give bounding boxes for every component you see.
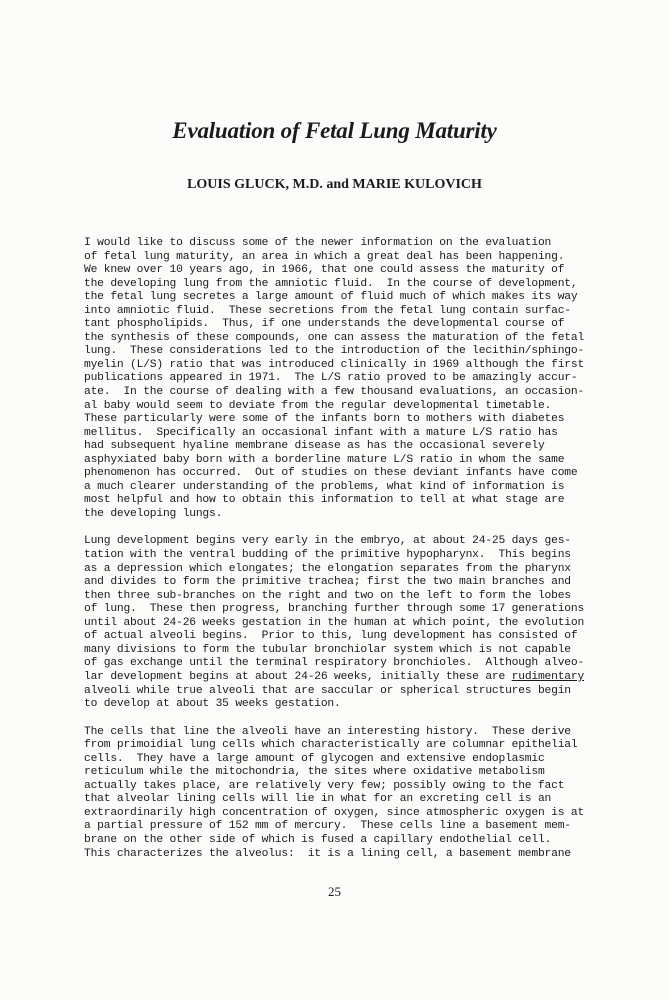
text-line: myelin (L/S) ratio that was introduced clinically in 1969 although the first: [84, 358, 585, 371]
text-line: tant phospholipids. Thus, if one understands the developmental course of: [84, 318, 565, 331]
text-line: that alveolar lining cells will lie in what for an excreting cell is an: [84, 793, 552, 806]
paragraph-2: [84, 535, 604, 711]
text-line: a partial pressure of 152 mm of mercury. These cells line a basement mem-: [84, 820, 571, 833]
text-line: phenomenon has occurred. Out of studies on these deviant infants have come: [84, 467, 578, 480]
text-line: reticulum while the mitochondria, the sites where oxidative metabolism: [84, 766, 545, 779]
text-line: tation with the ventral budding of the primitive hypopharynx. This begins: [84, 549, 571, 562]
text-line: many divisions to form the tubular bronchiolar system which is not capable: [84, 643, 571, 656]
text-line: had subsequent hyaline membrane disease as has the occasional severely: [84, 440, 545, 453]
text-line: most helpful and how to obtain this information to tell at what stage are: [84, 494, 565, 507]
text-line: brane on the other side of which is fused a capillary endothelial cell.: [84, 833, 552, 846]
article-body: [84, 237, 604, 875]
text-line: of gas exchange until the terminal respiratory bronchioles. Although alveo-: [84, 657, 585, 670]
text-line: into amniotic fluid. These secretions from the fetal lung contain surfac-: [84, 304, 571, 317]
text-line: of fetal lung maturity, an area in which a great deal has been happening.: [84, 250, 565, 263]
text-line: Lung development begins very early in the embryo, at about 24-25 days ges-: [84, 535, 571, 548]
paragraph-3: [84, 726, 604, 861]
text-line: These particularly were some of the infants born to mothers with diabetes: [84, 413, 565, 426]
text-line: the developing lungs.: [84, 507, 223, 520]
article-title: Evaluation of Fetal Lung Maturity: [172, 118, 497, 143]
text-line: alveoli while true alveoli that are saccular or spherical structures begin: [84, 684, 571, 697]
text-line: We knew over 10 years ago, in 1966, that one could assess the maturity of: [84, 264, 565, 277]
underlined-word: rudimentary: [511, 670, 585, 683]
page-number: 25: [328, 884, 341, 899]
text-line: the synthesis of these compounds, one can assess the maturation of the fetal: [84, 331, 585, 344]
text-line: cells. They have a large amount of glycogen and extensive endoplasmic: [84, 752, 545, 765]
text-line: lung. These considerations led to the introduction of the lecithin/sphingo-: [84, 345, 585, 358]
text-line: until about 24-26 weeks gestation in the human at which point, the evolution: [84, 616, 585, 629]
text-line: the fetal lung secretes a large amount of fluid much of which makes its way: [84, 291, 578, 304]
text-line: asphyxiated baby born with a borderline mature L/S ratio in whom the same: [84, 453, 565, 466]
text-line: to develop at about 35 weeks gestation.: [84, 698, 341, 711]
text-line: from primoidial lung cells which characteristically are columnar epithelial: [84, 739, 578, 752]
text-line: I would like to discuss some of the newer information on the evaluation: [84, 237, 552, 249]
text-line: the developing lung from the amniotic fluid. In the course of development,: [84, 277, 578, 290]
text-segment: lar development begins at about 24-26 weeks, initially these are: [84, 670, 512, 683]
text-line: mellitus. Specifically an occasional infant with a mature L/S ratio has: [84, 426, 558, 439]
text-line: publications appeared in 1971. The L/S ratio proved to be amazingly accur-: [84, 372, 578, 385]
text-line: and divides to form the primitive trachea; first the two main branches and: [84, 576, 571, 589]
paragraph-1: [84, 237, 604, 521]
text-line: actually takes place, are relatively very few; possibly owing to the fact: [84, 779, 565, 792]
text-line: a much clearer understanding of the problems, what kind of information is: [84, 480, 565, 493]
text-line: The cells that line the alveoli have an interesting history. These derive: [84, 725, 571, 738]
text-line: then three sub-branches on the right and two on the left to form the lobes: [84, 589, 571, 602]
text-line: al baby would seem to deviate from the regular developmental timetable.: [84, 399, 552, 412]
text-line: of actual alveoli begins. Prior to this, lung development has consisted of: [84, 630, 578, 643]
text-line-with-underline: [84, 671, 604, 685]
text-line: as a depression which elongates; the elongation separates from the pharynx: [84, 562, 571, 575]
text-line: ate. In the course of dealing with a few thousand evaluations, an occasion-: [84, 386, 585, 399]
article-authors: LOUIS GLUCK, M.D. and MARIE KULOVICH: [187, 177, 482, 192]
text-line: of lung. These then progress, branching further through some 17 generations: [84, 603, 585, 616]
text-line: This characterizes the alveolus: it is a lining cell, a basement membrane: [84, 847, 571, 860]
text-line: extraordinarily high concentration of oxygen, since atmospheric oxygen is at: [84, 806, 585, 819]
